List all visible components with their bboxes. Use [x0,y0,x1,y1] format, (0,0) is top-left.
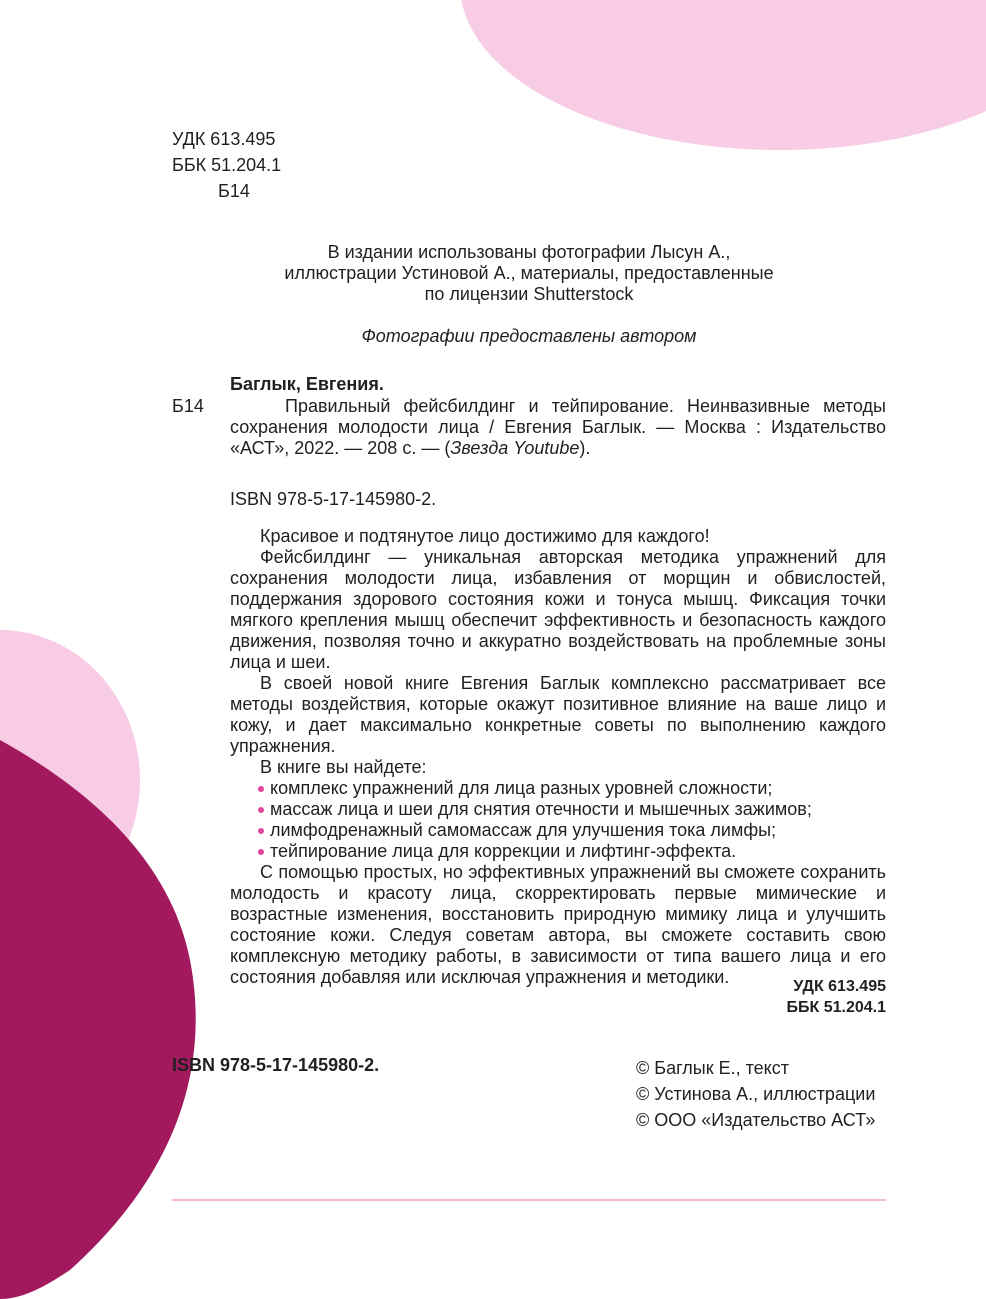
classification-codes [640,976,886,1018]
catalog-author: Баглык, Евгения. [230,374,384,394]
list-item [256,799,886,820]
catalog-isbn: ISBN 978-5-17-145980-2. [230,489,437,509]
header-code: Б14 [218,181,250,201]
annotation-paragraph: В книге вы найдете: [260,757,427,777]
list-item-text: массаж лица и шеи для снятия отечности и мышечных зажимов; [270,799,812,819]
footer-divider [172,1199,886,1201]
classification-udk: УДК 613.495 [793,978,886,995]
copyright-line: © Устинова А., иллюстрации [636,1084,876,1104]
header-bbk: ББК 51.204.1 [172,155,282,175]
bullet-dot-icon [258,849,264,855]
magenta-shape-left [0,740,196,1299]
copyright-line: © ООО «Издательство АСТ» [636,1110,876,1130]
header-udk: УДК 613.495 [172,129,276,149]
annotation-paragraph: Фейсбилдинг — уникальная авторская методика упражнений для сохранения молодости лица, избавления от морщин и обвислостей, поддержания здорового состояния кожи и тонуса мышц. Фиксация точки мягкого крепления мышц обеспечит эффективность и безопасность каждого движения, позволяя точно и аккуратно воздействовать на проблемные зоны лица и шеи. [230,547,886,672]
credits [172,242,886,347]
classification-bbk: ББК 51.204.1 [786,999,886,1016]
bullet-dot-icon [258,786,264,792]
annotation-paragraph: С помощью простых, но эффективных упражнений вы сможете сохранить молодость и красоту лица, скорректировать первые мимические и возрастные изменения, восстановить природную мимику лица и улучшить состояние кожи. Следуя советам автора, вы сможете составить свою комплексную методику работы, в зависимости от типа вашего лица и его состояния добавляя или исключая упражнения и методики. [230,862,886,987]
bullet-list [230,778,886,862]
list-item-text: тейпирование лица для коррекции и лифтинг-эффекта. [270,841,737,861]
annotation-paragraph: В своей новой книге Евгения Баглык комплексно рассматривает все методы воздействия, которые окажут позитивное влияние на ваше лицо и кожу, и дает максимально конкретные советы по выполнению каждого упражнения. [230,673,886,756]
bullet-dot-icon [258,807,264,813]
series-name: Звезда Youtube [450,438,580,458]
credits-line: В издании использованы фотографии Лысун А., [327,242,731,262]
list-item-text: комплекс упражнений для лица разных уровней сложности; [270,778,773,798]
list-item [256,841,886,862]
list-item-text: лимфодренажный самомассаж для улучшения тока лимфы; [270,820,777,840]
footer-isbn: ISBN 978-5-17-145980-2. [172,1055,380,1075]
copyright-block [636,1055,875,1133]
copyright-line: © Баглык Е., текст [636,1058,789,1078]
catalog-description [230,396,886,459]
photos-credit: Фотографии предоставлены автором [361,326,697,346]
header-codes [172,129,281,202]
annotation-paragraph: Красивое и подтянутое лицо достижимо для каждого! [260,526,710,546]
list-item [256,778,886,799]
credits-line: по лицензии Shutterstock [424,284,634,304]
list-item [256,820,886,841]
annotation [230,526,886,988]
bullet-dot-icon [258,828,264,834]
catalog-description-end: ). [579,438,591,458]
pink-blob-top-right [460,0,986,150]
catalog-description-text: Правильный фейсбилдинг и тейпирование. Неинвазивные методы сохранения молодости лица / Евгения Баглык. — Москва : Издательство «АСТ», 2022. — 208 с. — ( [230,396,886,458]
credits-line: иллюстрации Устиновой А., материалы, предоставленные [284,263,774,283]
catalog-code: Б14 [172,396,204,416]
